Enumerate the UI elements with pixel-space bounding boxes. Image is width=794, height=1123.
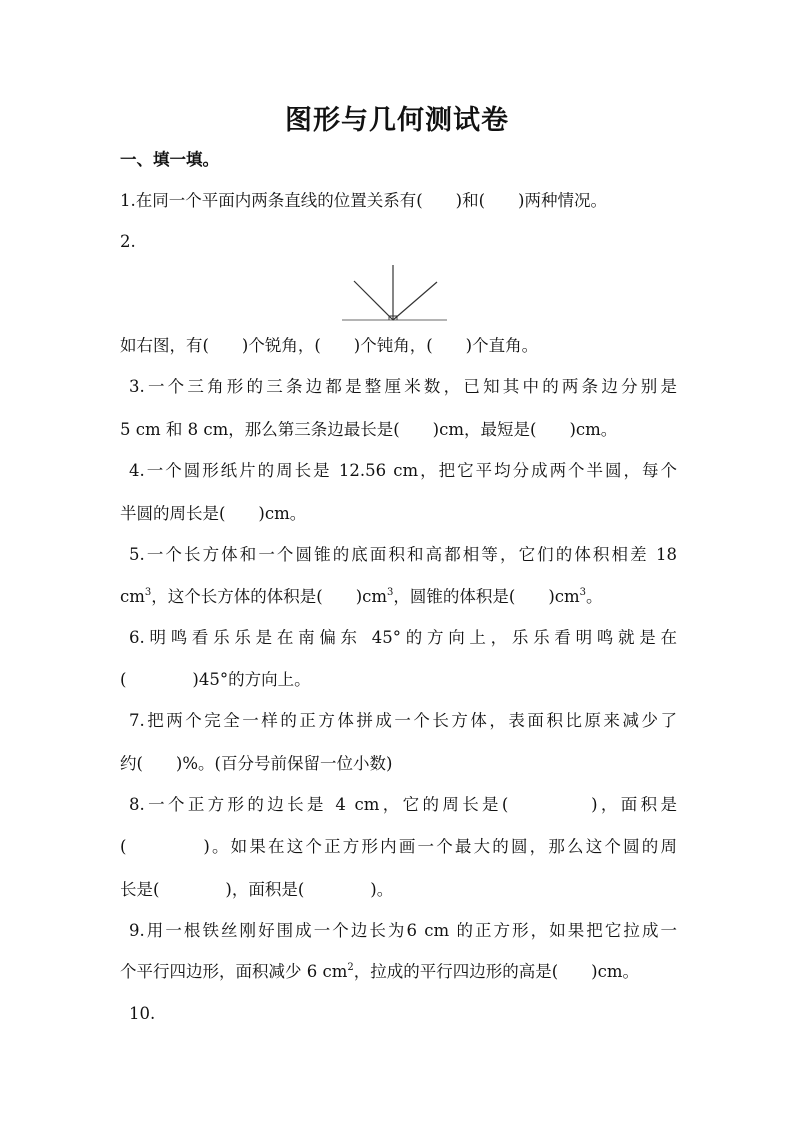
- left-ray: [354, 281, 393, 320]
- question-3-line-2: 5 cm 和 8 cm，那么第三条边最长是( )cm，最短是( )cm。: [120, 420, 618, 439]
- question-6-line-1: 6.明鸣看乐乐是在南偏东 45°的方向上，乐乐看明鸣就是在: [129, 628, 677, 647]
- question-10-number: 10.: [129, 1004, 156, 1023]
- question-6-line-2: ( )45°的方向上。: [120, 670, 311, 689]
- question-8-line-1: 8.一个正方形的边长是 4 cm，它的周长是( )，面积是: [129, 795, 677, 814]
- question-1: 1.在同一个平面内两条直线的位置关系有( )和( )两种情况。: [120, 191, 607, 210]
- question-7-line-1: 7.把两个完全一样的正方体拼成一个长方体，表面积比原来减少了: [129, 711, 677, 730]
- question-4-line-1: 4.一个圆形纸片的周长是 12.56 cm，把它平均分成两个半圆，每个: [129, 461, 677, 480]
- question-2-text: 如右图，有( )个锐角，( )个钝角，( )个直角。: [120, 336, 539, 355]
- question-9-line-2: 个平行四边形，面积减少 6 $cm^2$，拉成的平行四边形的高是( )cm。: [120, 961, 640, 981]
- question-5-line-1: 5.一个长方体和一个圆锥的底面积和高都相等，它们的体积相差 18: [129, 545, 677, 564]
- superscript: 3: [144, 586, 152, 598]
- section-heading: 一、填一填。: [120, 150, 219, 169]
- question-2-number: 2.: [120, 232, 136, 251]
- question-4-line-2: 半圆的周长是( )cm。: [120, 504, 307, 523]
- angle-figure: [338, 262, 450, 324]
- question-8-line-2: ( )。如果在这个正方形内画一个最大的圆，那么这个圆的周: [120, 837, 677, 856]
- right-ray: [393, 282, 437, 320]
- superscript: 3: [387, 586, 394, 598]
- question-5-line-2: $cm^3$，这个长方体的体积是( )$cm^3$，圆锥的体积是( )$cm^3$。: [120, 586, 603, 606]
- superscript: 3: [579, 586, 587, 598]
- question-9-line-1: 9.用一根铁丝刚好围成一个边长为6 cm 的正方形，如果把它拉成一: [129, 921, 677, 940]
- page-title: 图形与几何测试卷: [285, 105, 509, 136]
- question-8-line-3: 长是( )，面积是( )。: [120, 880, 394, 899]
- question-7-line-2: 约( )%。(百分号前保留一位小数): [120, 754, 393, 773]
- question-3-line-1: 3.一个三角形的三条边都是整厘米数，已知其中的两条边分别是: [129, 377, 677, 396]
- superscript: 2: [347, 961, 354, 973]
